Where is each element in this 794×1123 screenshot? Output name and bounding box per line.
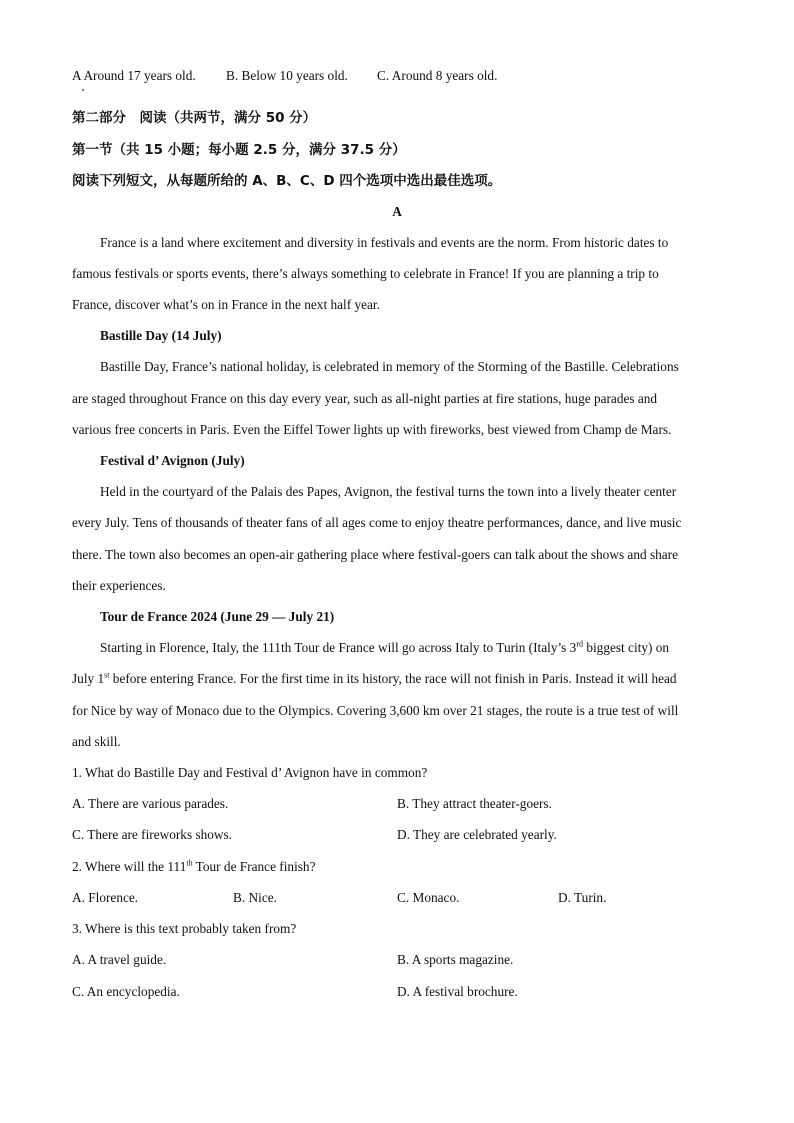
passage-label: A xyxy=(392,204,402,219)
part-header: 第二部分 阅读（共两节，满分 50 分） xyxy=(72,110,317,126)
prev-option-c: C. Around 8 years old. xyxy=(377,68,498,83)
tour-line-1: Starting in Florence, Italy, the 111th Tour de France will go across Italy to Turin (Italy’s 3rd biggest city) on xyxy=(100,639,670,655)
section-title-bastille: Bastille Day (14 July) xyxy=(100,328,222,343)
question-stem: 3. Where is this text probably taken from? xyxy=(72,921,297,936)
avignon-line-3: there. The town also becomes an open-air gathering place where festival-goers can talk about the shows and share xyxy=(72,547,679,562)
option-d: D. Turin. xyxy=(558,890,607,905)
intro-line-2: famous festivals or sports events, there’s always something to celebrate in France! If you are planning a trip to xyxy=(72,266,659,281)
option-b: B. Nice. xyxy=(233,890,277,905)
intro-line-3: France, discover what’s on in France in the next half year. xyxy=(72,297,380,312)
option-c: C. An encyclopedia. xyxy=(72,984,180,999)
tour-line-4: and skill. xyxy=(72,734,121,749)
instruction: 阅读下列短文，从每题所给的 A、B、C、D 四个选项中选出最佳选项。 xyxy=(72,173,502,189)
scan-dot xyxy=(82,89,84,91)
bastille-line-2: are staged throughout France on this day every year, such as all-night parties at fire stations, huge parades and xyxy=(72,391,658,406)
option-c: C. Monaco. xyxy=(397,890,460,905)
intro-line-1: France is a land where excitement and diversity in festivals and events are the norm. From historic dates to xyxy=(100,235,669,250)
bastille-line-1: Bastille Day, France’s national holiday, is celebrated in memory of the Storming of the Bastille. Celebrations xyxy=(100,359,679,374)
section-title-avignon: Festival d’ Avignon (July) xyxy=(100,453,245,468)
section-title-tour: Tour de France 2024 (June 29 — July 21) xyxy=(100,609,335,624)
avignon-line-1: Held in the courtyard of the Palais des Papes, Avignon, the festival turns the town into a lively theater center xyxy=(100,484,677,499)
option-a: A. A travel guide. xyxy=(72,952,167,967)
bastille-line-3: various free concerts in Paris. Even the Eiffel Tower lights up with fireworks, best viewed from Champ de Mars. xyxy=(72,422,672,437)
option-b: B. A sports magazine. xyxy=(397,952,514,967)
option-a: A. There are various parades. xyxy=(72,796,229,811)
question-stem: 2. Where will the 111th Tour de France finish? xyxy=(72,858,316,874)
question-stem: 1. What do Bastille Day and Festival d’ Avignon have in common? xyxy=(72,765,428,780)
section-header: 第一节（共 15 小题；每小题 2.5 分，满分 37.5 分） xyxy=(72,142,406,158)
tour-line-3: for Nice by way of Monaco due to the Olympics. Covering 3,600 km over 21 stages, the route is a true test of will xyxy=(72,703,679,718)
tour-line-2: July 1st before entering France. For the first time in its history, the race will not finish in Paris. Instead it will head xyxy=(72,670,677,686)
prev-option-b: B. Below 10 years old. xyxy=(226,68,348,83)
option-d: D. A festival brochure. xyxy=(397,984,518,999)
option-b: B. They attract theater-goers. xyxy=(397,796,552,811)
option-c: C. There are fireworks shows. xyxy=(72,827,233,842)
option-d: D. They are celebrated yearly. xyxy=(397,827,557,842)
prev-option-a: A Around 17 years old. xyxy=(72,68,196,83)
avignon-line-2: every July. Tens of thousands of theater fans of all ages come to enjoy theatre performances, dance, and live music xyxy=(72,515,682,530)
avignon-line-4: their experiences. xyxy=(72,578,166,593)
option-a: A. Florence. xyxy=(72,890,139,905)
